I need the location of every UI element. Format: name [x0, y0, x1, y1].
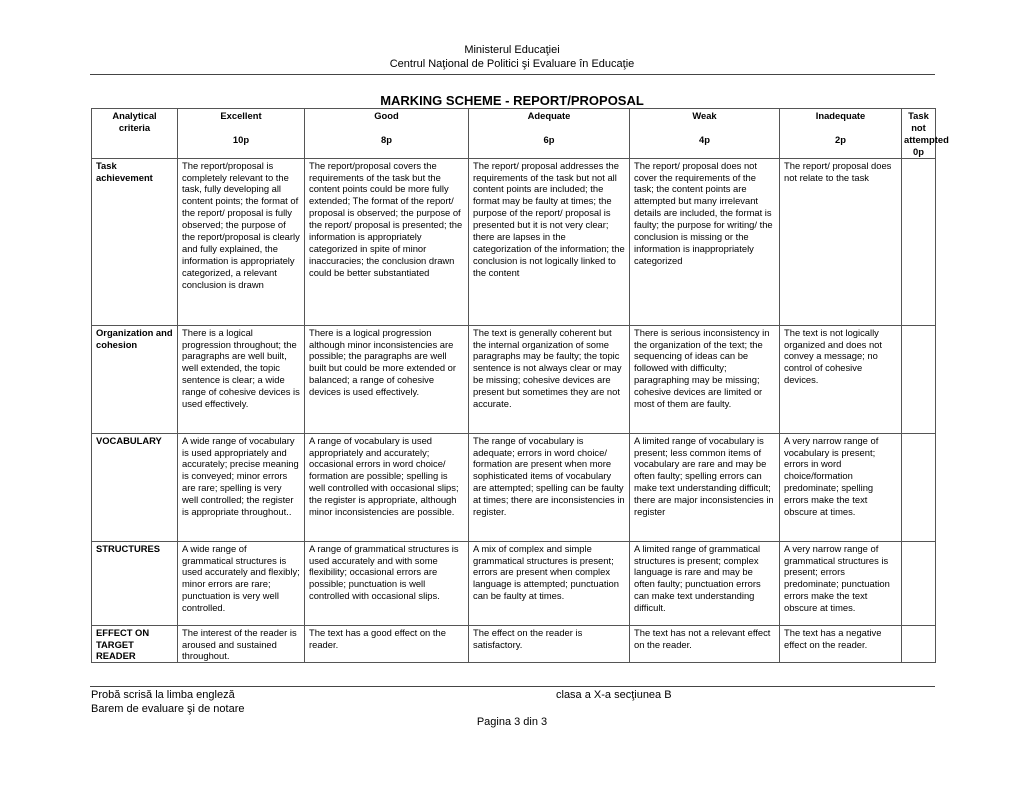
criterion-cell: Organization and cohesion [92, 325, 178, 433]
descriptor-cell: A wide range of grammatical structures is used accurately and flexibly; minor errors are rare; punctuation is very well controlled. [178, 541, 305, 625]
descriptor-cell: The text has a good effect on the reader. [305, 625, 469, 663]
footer-scheme-name: Barem de evaluare şi de notare [91, 703, 245, 715]
criterion-cell: VOCABULARY [92, 433, 178, 541]
descriptor-cell: The text is not logically organized and does not convey a message; no control of cohesive devices. [780, 325, 902, 433]
descriptor-cell: A wide range of vocabulary is used appropriately and accurately; precise meaning is conveyed; minor errors are rare; spelling is very well controlled; the register is appropriate throughout.. [178, 433, 305, 541]
footer-exam-name: Probă scrisă la limba engleză [91, 689, 235, 701]
descriptor-cell: A very narrow range of grammatical structures is present; errors predominate; punctuation errors make the text obscure at times. [780, 541, 902, 625]
table-header-row [92, 109, 936, 159]
descriptor-cell: A range of vocabulary is used appropriately and accurately; occasional errors in word choice/ formation are possible; spelling is well controlled with occasional slips; the register is appropriate, although minor inconsistencies are possible. [305, 433, 469, 541]
descriptor-cell: The text has a negative effect on the reader. [780, 625, 902, 663]
page-title: MARKING SCHEME - REPORT/PROPOSAL [380, 93, 644, 108]
descriptor-cell [902, 158, 936, 325]
descriptor-cell [902, 325, 936, 433]
descriptor-cell: A very narrow range of vocabulary is present; errors in word choice/formation predominate; spelling errors make the text obscure at times. [780, 433, 902, 541]
table-row [92, 625, 936, 663]
descriptor-cell [902, 625, 936, 663]
column-header: Weak 4p [630, 109, 780, 159]
descriptor-cell: A range of grammatical structures is used accurately and with some flexibility; occasional errors are possible; punctuation is well controlled with occasional slips. [305, 541, 469, 625]
table-row [92, 325, 936, 433]
descriptor-cell: The report/ proposal does not relate to the task [780, 158, 902, 325]
header-center: Centrul Naţional de Politici şi Evaluare în Educaţie [389, 58, 635, 70]
descriptor-cell: A mix of complex and simple grammatical structures is present; errors are present when complex language is attempted; punctuation can be faulty at times. [469, 541, 630, 625]
descriptor-cell: There is serious inconsistency in the organization of the text; the sequencing of ideas can be followed with difficulty; paragraphing may be missing; cohesive devices are limited or most of them are faulty. [630, 325, 780, 433]
criterion-cell: EFFECT ON TARGET READER [92, 625, 178, 663]
column-points: 10p [232, 133, 250, 145]
table-row [92, 433, 936, 541]
marking-scheme-table [91, 108, 949, 663]
descriptor-cell: The report/ proposal addresses the requirements of the task but not all content points are included; the format may be faulty at times; the purpose of the report/ proposal is presented but it is not very clear; there are lapses in the categorization of the information; the conclusion is not logically linked to the content [469, 158, 630, 325]
descriptor-cell: A limited range of grammatical structures is present; complex language is rare and may be often faulty; punctuation errors can make text understanding difficult. [630, 541, 780, 625]
page-number: Pagina 3 din 3 [476, 716, 548, 728]
descriptor-cell: The text is generally coherent but the internal organization of some paragraphs may be faulty; the topic sentence is not always clear or may be missing; cohesive devices are present but sometimes they are not accurate. [469, 325, 630, 433]
descriptor-cell: A limited range of vocabulary is present; less common items of vocabulary are rare and may be often faulty; spelling errors can make text understanding difficult; there are major inconsistencies in register [630, 433, 780, 541]
descriptor-cell: The effect on the reader is satisfactory. [469, 625, 630, 663]
descriptor-cell: The range of vocabulary is adequate; errors in word choice/ formation are present when more sophisticated items of vocabulary are attempted; spelling can be faulty at times; there are inconsistencies in register. [469, 433, 630, 541]
descriptor-cell: There is a logical progression throughout; the paragraphs are well built, well extended, the topic sentence is clear; a wide range of cohesive devices is used effectively. [178, 325, 305, 433]
criterion-cell: STRUCTURES [92, 541, 178, 625]
header-ministry: Ministerul Educaţiei [464, 44, 560, 56]
column-header: Task not attempted 0p [902, 109, 936, 159]
footer-class-section: clasa a X-a secţiunea B [556, 689, 672, 701]
column-header: Adequate 6p [469, 109, 630, 159]
column-points: 4p [699, 133, 710, 145]
table-row [92, 158, 936, 325]
column-header: Excellent 10p [178, 109, 305, 159]
column-header: Inadequate 2p [780, 109, 902, 159]
descriptor-cell: There is a logical progression although minor inconsistencies are possible; the paragraphs are well built but could be more extended or balanced; a range of cohesive devices is used effectively. [305, 325, 469, 433]
table-row [92, 541, 936, 625]
footer-divider [90, 686, 935, 687]
descriptor-cell [902, 541, 936, 625]
column-points: 0p [913, 145, 924, 157]
header-divider [90, 74, 935, 75]
descriptor-cell: The interest of the reader is aroused and sustained throughout. [178, 625, 305, 663]
descriptor-cell: The text has not a relevant effect on the reader. [630, 625, 780, 663]
column-header: Good 8p [305, 109, 469, 159]
descriptor-cell: The report/proposal is completely relevant to the task, fully developing all content points; the format of the report/ proposal is fully observed; the purpose of the report/proposal is clearly and fully explained, the information is appropriately categorized, a relevant conclusion is drawn [178, 158, 305, 325]
column-points: 6p [543, 133, 555, 145]
descriptor-cell: The report/proposal covers the requirements of the task but the content points could be more fully extended; The format of the report/ proposal is observed; the purpose of the report/ proposal is presented; the information is appropriately categorized in spite of minor inaccuracies; the conclusion drawn could be better substantiated [305, 158, 469, 325]
column-header: Analytical criteria [92, 109, 178, 159]
descriptor-cell [902, 433, 936, 541]
column-points: 2p [835, 133, 846, 145]
descriptor-cell: The report/ proposal does not cover the requirements of the task; the content points are attempted but many irrelevant details are included, the format is faulty; the purpose for writing/ the conclusion is missing or the information is inappropriately categorized [630, 158, 780, 325]
column-points: 8p [381, 133, 392, 145]
criterion-cell: Task achievement [92, 158, 178, 325]
